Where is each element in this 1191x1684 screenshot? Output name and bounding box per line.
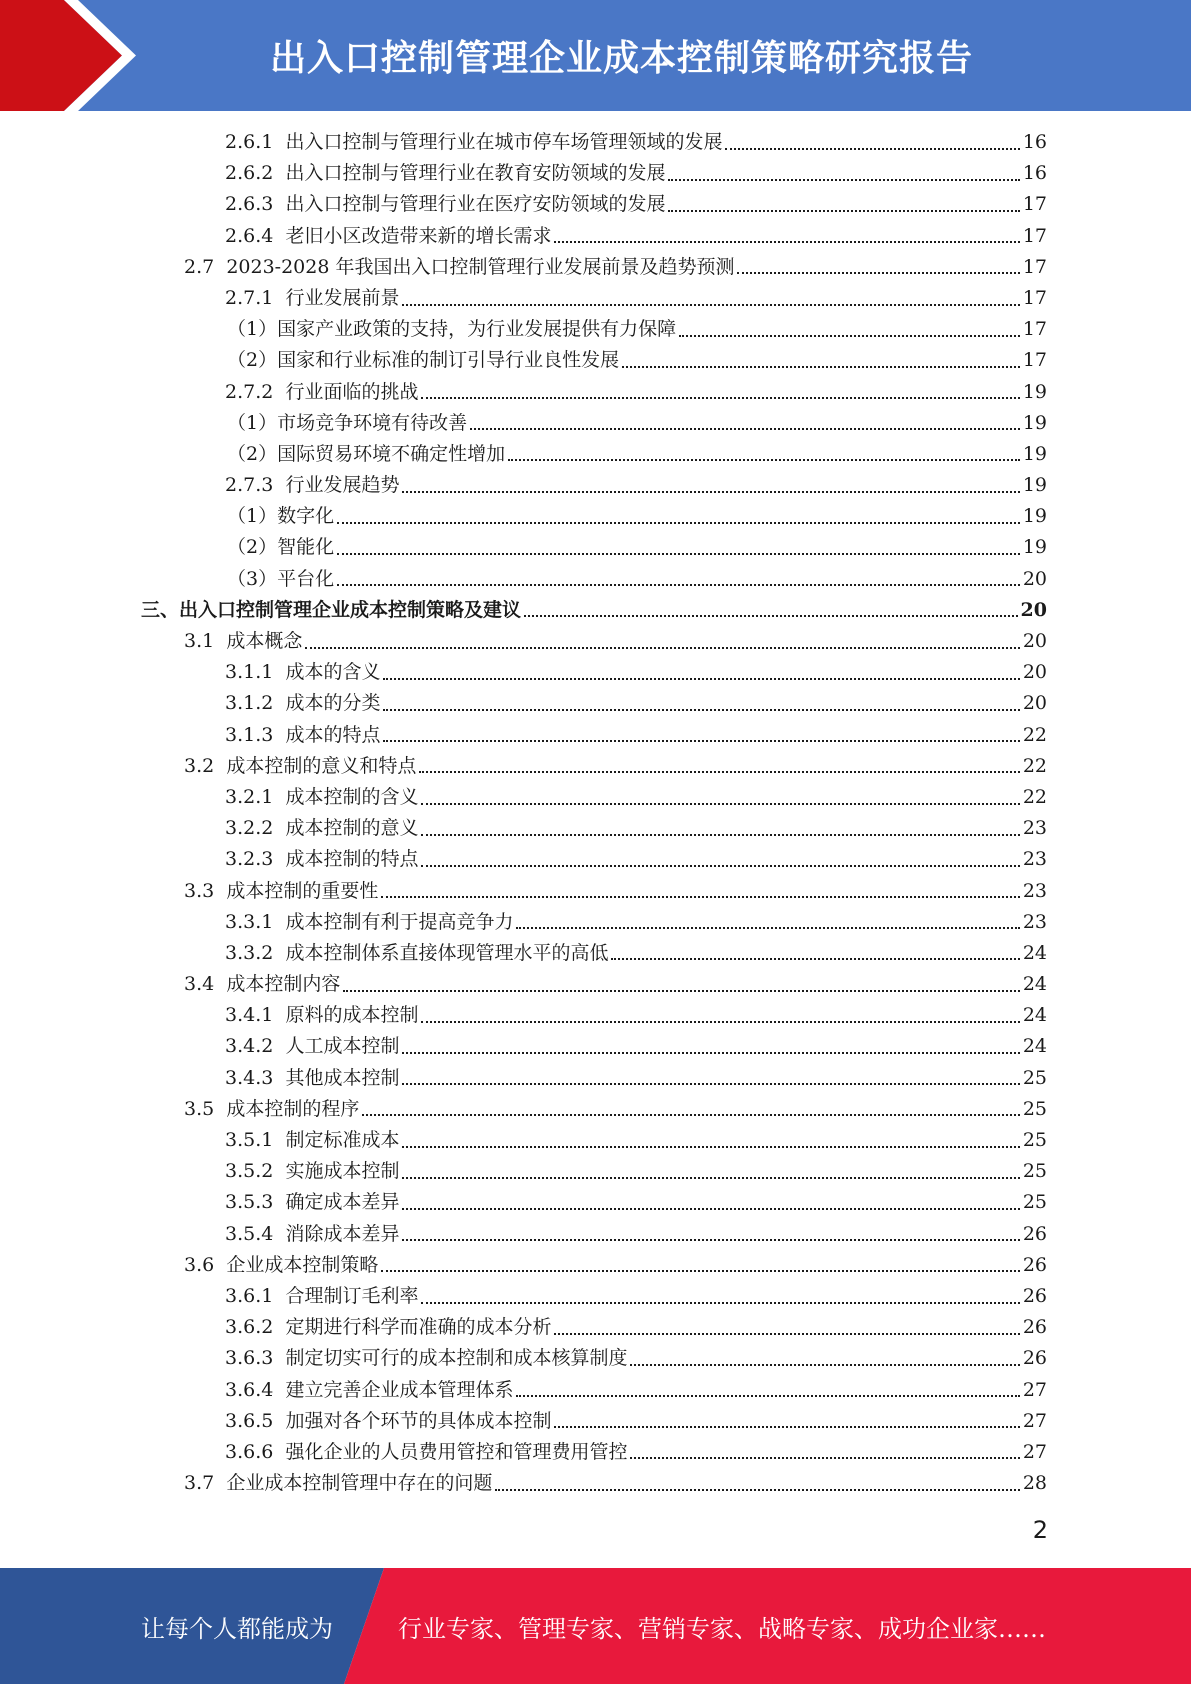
toc-entry-page: 17 bbox=[1022, 318, 1047, 341]
toc-dot-leader bbox=[381, 1266, 1019, 1272]
toc-entry-number: 2.6.1 bbox=[225, 131, 274, 153]
toc-dot-leader bbox=[421, 1017, 1019, 1023]
toc-entry[interactable] bbox=[0, 751, 1191, 782]
toc-entry-spacer bbox=[214, 876, 226, 907]
toc-entry-number: 3.2.1 bbox=[225, 785, 274, 808]
footer-slogan-right: 行业专家、管理专家、营销专家、战略专家、成功企业家…… bbox=[398, 1614, 1046, 1643]
toc-entry[interactable] bbox=[0, 1000, 1191, 1031]
toc-entry-spacer bbox=[273, 470, 285, 501]
toc-entry-page: 16 bbox=[1022, 162, 1047, 185]
toc-entry-label: 智能化 bbox=[277, 536, 335, 559]
toc-entry-page: 17 bbox=[1022, 224, 1047, 247]
toc-entry[interactable] bbox=[0, 127, 1191, 158]
toc-entry-spacer bbox=[273, 283, 285, 314]
toc-entry-label: 企业成本控制策略 bbox=[226, 1253, 379, 1276]
toc-dot-leader bbox=[725, 144, 1019, 150]
toc-entry[interactable] bbox=[0, 189, 1191, 220]
toc-dot-leader bbox=[362, 1110, 1019, 1116]
toc-dot-leader bbox=[495, 1485, 1019, 1491]
toc-entry[interactable] bbox=[0, 626, 1191, 657]
toc-dot-leader bbox=[343, 986, 1019, 992]
toc-entry-page: 22 bbox=[1022, 754, 1047, 777]
toc-entry-page: 26 bbox=[1022, 1253, 1047, 1276]
toc-entry-page: 27 bbox=[1022, 1409, 1047, 1432]
toc-dot-leader bbox=[402, 1142, 1019, 1148]
toc-entry-spacer bbox=[273, 813, 285, 844]
toc-dot-leader bbox=[421, 799, 1019, 805]
toc-entry-number: 3.1.1 bbox=[225, 661, 274, 684]
toc-entry-label: 成本的含义 bbox=[285, 661, 381, 684]
toc-entry-page: 20 bbox=[1022, 567, 1047, 590]
toc-entry-number: 三、 bbox=[141, 598, 180, 621]
toc-entry-label: 国际贸易环境不确定性增加 bbox=[277, 442, 506, 465]
report-header bbox=[0, 0, 1191, 111]
toc-entry-number: （1） bbox=[227, 411, 278, 434]
toc-entry-page: 20 bbox=[1022, 661, 1047, 684]
toc-dot-leader bbox=[611, 954, 1019, 960]
toc-entry-label: 成本的特点 bbox=[285, 723, 381, 746]
toc-entry-number: 2.6.2 bbox=[225, 162, 274, 185]
toc-entry-page: 26 bbox=[1022, 1284, 1047, 1307]
toc-entry-label: 消除成本差异 bbox=[285, 1222, 400, 1245]
toc-entry[interactable] bbox=[0, 1250, 1191, 1281]
toc-dot-leader bbox=[402, 300, 1019, 306]
toc-entry-spacer bbox=[214, 1468, 226, 1499]
toc-entry-label: 人工成本控制 bbox=[285, 1035, 400, 1058]
toc-dot-leader bbox=[554, 237, 1019, 243]
toc-entry-page: 16 bbox=[1022, 131, 1047, 153]
toc-entry[interactable] bbox=[0, 252, 1191, 283]
toc-dot-leader bbox=[668, 175, 1019, 181]
toc-entry-label: 出入口控制与管理行业在医疗安防领域的发展 bbox=[285, 193, 666, 216]
toc-entry[interactable] bbox=[0, 1468, 1191, 1499]
toc-entry[interactable] bbox=[0, 158, 1191, 189]
toc-entry[interactable] bbox=[0, 782, 1191, 813]
toc-dot-leader bbox=[402, 1204, 1019, 1210]
toc-entry-label: 制定标准成本 bbox=[285, 1129, 400, 1151]
toc-entry-page: 27 bbox=[1022, 1378, 1047, 1401]
toc-entry-number: 2.6.4 bbox=[225, 224, 274, 247]
toc-entry-spacer bbox=[273, 1219, 285, 1250]
toc-entry-spacer bbox=[273, 1156, 285, 1187]
toc-dot-leader bbox=[554, 1329, 1019, 1335]
toc-entry-number: 3.4 bbox=[184, 973, 215, 996]
toc-entry-spacer bbox=[273, 782, 285, 813]
toc-entry-spacer bbox=[214, 1094, 226, 1125]
toc-entry[interactable] bbox=[0, 595, 1191, 626]
toc-entry-number: 3.1 bbox=[184, 630, 215, 652]
toc-entry-number: 3.6.1 bbox=[225, 1284, 274, 1307]
toc-entry[interactable] bbox=[0, 377, 1191, 408]
toc-entry-number: 3.4.3 bbox=[225, 1066, 274, 1089]
toc-entry-number: 3.6 bbox=[184, 1253, 215, 1276]
toc-entry[interactable] bbox=[0, 1219, 1191, 1250]
toc-dot-leader bbox=[516, 1391, 1019, 1397]
toc-entry-page: 27 bbox=[1022, 1440, 1047, 1463]
toc-entry[interactable] bbox=[0, 688, 1191, 719]
toc-entry-page: 25 bbox=[1022, 1066, 1047, 1089]
toc-entry-number: 2.6.3 bbox=[225, 193, 274, 216]
toc-entry-number: 3.4.1 bbox=[225, 1004, 274, 1027]
toc-entry-spacer bbox=[273, 688, 285, 719]
toc-dot-leader bbox=[305, 643, 1019, 649]
toc-entry[interactable] bbox=[0, 408, 1191, 439]
toc-dot-leader bbox=[337, 580, 1020, 586]
toc-entry-page: 23 bbox=[1022, 910, 1047, 933]
toc-entry-label: 建立完善企业成本管理体系 bbox=[285, 1378, 514, 1401]
toc-entry-number: 2.7 bbox=[184, 255, 215, 278]
toc-entry-page: 26 bbox=[1022, 1222, 1047, 1245]
toc-dot-leader bbox=[337, 549, 1020, 555]
toc-entry-page: 28 bbox=[1022, 1472, 1047, 1495]
toc-entry[interactable] bbox=[0, 720, 1191, 751]
toc-entry-page: 22 bbox=[1022, 723, 1047, 746]
toc-entry-label: 强化企业的人员费用管控和管理费用管控 bbox=[285, 1440, 628, 1463]
toc-entry-spacer bbox=[214, 626, 226, 657]
toc-entry-number: 2.7.3 bbox=[225, 474, 274, 497]
toc-entry-page: 24 bbox=[1022, 1004, 1047, 1027]
toc-entry-spacer bbox=[273, 1281, 285, 1312]
toc-entry[interactable] bbox=[0, 657, 1191, 688]
toc-dot-leader bbox=[421, 1298, 1019, 1304]
toc-entry-page: 19 bbox=[1022, 505, 1047, 528]
toc-dot-leader bbox=[737, 268, 1019, 274]
toc-entry-label: 行业发展趋势 bbox=[285, 474, 400, 497]
toc-entry-spacer bbox=[273, 907, 285, 938]
toc-entry-label: 市场竞争环境有待改善 bbox=[277, 411, 468, 434]
toc-entry-page: 17 bbox=[1022, 255, 1047, 278]
toc-entry-page: 23 bbox=[1022, 817, 1047, 840]
toc-entry-number: 3.4.2 bbox=[225, 1035, 274, 1058]
toc-entry[interactable] bbox=[0, 813, 1191, 844]
toc-dot-leader bbox=[383, 736, 1019, 742]
toc-entry-label: 成本控制内容 bbox=[226, 973, 341, 996]
toc-entry-number: 3.3 bbox=[184, 879, 215, 902]
toc-entry[interactable] bbox=[0, 564, 1191, 595]
toc-entry-number: 3.1.3 bbox=[225, 723, 274, 746]
toc-entry-label: 成本概念 bbox=[226, 630, 303, 652]
toc-entry[interactable] bbox=[0, 1156, 1191, 1187]
toc-entry-number: （1） bbox=[227, 505, 278, 528]
toc-entry-spacer bbox=[273, 127, 285, 158]
toc-entry-page: 25 bbox=[1022, 1191, 1047, 1214]
toc-entry-number: 3.6.4 bbox=[225, 1378, 274, 1401]
toc-entry-label: 制定切实可行的成本控制和成本核算制度 bbox=[285, 1347, 628, 1370]
toc-entry-spacer bbox=[273, 938, 285, 969]
toc-entry-spacer bbox=[273, 1063, 285, 1094]
toc-entry[interactable] bbox=[0, 876, 1191, 907]
toc-entry-spacer bbox=[273, 221, 285, 252]
toc-entry-number: 3.3.1 bbox=[225, 910, 274, 933]
toc-entry-spacer bbox=[273, 1312, 285, 1343]
toc-entry[interactable] bbox=[0, 532, 1191, 563]
toc-entry-label: 成本的分类 bbox=[285, 692, 381, 715]
toc-entry-spacer bbox=[273, 377, 285, 408]
toc-entry-number: 3.7 bbox=[184, 1472, 215, 1495]
toc-entry-label: 确定成本差异 bbox=[285, 1191, 400, 1214]
toc-entry-label: 定期进行科学而准确的成本分析 bbox=[285, 1316, 552, 1339]
toc-entry-spacer bbox=[273, 1125, 285, 1156]
toc-entry[interactable] bbox=[0, 1343, 1191, 1374]
toc-dot-leader bbox=[630, 1453, 1019, 1459]
toc-entry-page: 17 bbox=[1022, 286, 1047, 309]
toc-entry-label: 数字化 bbox=[277, 505, 335, 528]
toc-entry[interactable] bbox=[0, 439, 1191, 470]
toc-entry-number: 2.7.2 bbox=[225, 380, 274, 403]
toc-entry[interactable] bbox=[0, 314, 1191, 345]
toc-dot-leader bbox=[419, 767, 1019, 773]
toc-entry-number: 3.5.1 bbox=[225, 1129, 274, 1151]
toc-entry[interactable] bbox=[0, 1281, 1191, 1312]
toc-entry-label: 成本控制有利于提高竞争力 bbox=[285, 910, 514, 933]
toc-dot-leader bbox=[630, 1360, 1019, 1366]
toc-dot-leader bbox=[524, 611, 1018, 617]
toc-dot-leader bbox=[508, 455, 1020, 461]
toc-entry[interactable] bbox=[0, 470, 1191, 501]
toc-entry[interactable] bbox=[0, 1375, 1191, 1406]
toc-entry-label: 行业发展前景 bbox=[285, 286, 400, 309]
toc-entry-spacer bbox=[214, 1250, 226, 1281]
toc-entry-page: 22 bbox=[1022, 785, 1047, 808]
toc-entry-spacer bbox=[273, 1343, 285, 1374]
toc-entry-page: 24 bbox=[1022, 973, 1047, 996]
toc-entry-number: 3.6.3 bbox=[225, 1347, 274, 1370]
toc-entry-number: 3.6.6 bbox=[225, 1440, 274, 1463]
toc-entry-number: 2.7.1 bbox=[225, 286, 274, 309]
toc-entry[interactable] bbox=[0, 969, 1191, 1000]
toc-entry[interactable] bbox=[0, 844, 1191, 875]
toc-entry-label: 2023-2028 年我国出入口控制管理行业发展前景及趋势预测 bbox=[226, 255, 735, 278]
toc-entry-label: 出入口控制与管理行业在城市停车场管理领域的发展 bbox=[285, 131, 723, 153]
toc-entry-page: 17 bbox=[1022, 193, 1047, 216]
toc-entry-number: 3.5.3 bbox=[225, 1191, 274, 1214]
toc-entry-number: 3.5.2 bbox=[225, 1160, 274, 1183]
toc-dot-leader bbox=[668, 206, 1019, 212]
toc-entry-label: 老旧小区改造带来新的增长需求 bbox=[285, 224, 552, 247]
toc-entry-label: 国家产业政策的支持，为行业发展提供有力保障 bbox=[277, 318, 677, 341]
toc-entry[interactable] bbox=[0, 283, 1191, 314]
toc-dot-leader bbox=[402, 1048, 1019, 1054]
toc-entry-label: 出入口控制管理企业成本控制策略及建议 bbox=[179, 598, 522, 621]
toc-dot-leader bbox=[679, 331, 1020, 337]
toc-entry-page: 20 bbox=[1020, 598, 1047, 621]
toc-entry-page: 20 bbox=[1022, 630, 1047, 652]
toc-entry[interactable] bbox=[0, 1094, 1191, 1125]
toc-entry-label: 平台化 bbox=[277, 567, 335, 590]
toc-entry-label: 实施成本控制 bbox=[285, 1160, 400, 1183]
toc-entry-page: 19 bbox=[1022, 536, 1047, 559]
toc-entry-page: 25 bbox=[1022, 1160, 1047, 1183]
toc-entry[interactable] bbox=[0, 501, 1191, 532]
toc-entry-spacer bbox=[273, 1406, 285, 1437]
toc-dot-leader bbox=[421, 830, 1019, 836]
toc-entry-page: 26 bbox=[1022, 1347, 1047, 1370]
toc-dot-leader bbox=[470, 424, 1020, 430]
toc-dot-leader bbox=[381, 892, 1019, 898]
toc-entry-page: 19 bbox=[1022, 380, 1047, 403]
toc-entry-label: 加强对各个环节的具体成本控制 bbox=[285, 1409, 552, 1432]
toc-entry[interactable] bbox=[0, 1312, 1191, 1343]
toc-entry-number: 3.6.5 bbox=[225, 1409, 274, 1432]
toc-entry-label: 原料的成本控制 bbox=[285, 1004, 419, 1027]
toc-entry-number: （2） bbox=[227, 536, 278, 559]
toc-entry[interactable] bbox=[0, 345, 1191, 376]
toc-entry-spacer bbox=[273, 720, 285, 751]
toc-entry-label: 企业成本控制管理中存在的问题 bbox=[226, 1472, 493, 1495]
report-title: 出入口控制管理企业成本控制策略研究报告 bbox=[270, 38, 974, 79]
toc-entry-number: 3.2.2 bbox=[225, 817, 274, 840]
toc-entry[interactable] bbox=[0, 1187, 1191, 1218]
toc-entry-number: 3.5.4 bbox=[225, 1222, 274, 1245]
toc-entry-page: 17 bbox=[1022, 349, 1047, 372]
toc-entry-label: 成本控制的意义和特点 bbox=[226, 754, 417, 777]
toc-entry-number: （1） bbox=[227, 318, 278, 341]
toc-entry-spacer bbox=[273, 158, 285, 189]
toc-entry-page: 25 bbox=[1022, 1129, 1047, 1151]
toc-entry-number: 3.2.3 bbox=[225, 848, 274, 871]
toc-entry-number: 3.6.2 bbox=[225, 1316, 274, 1339]
toc-entry-page: 23 bbox=[1022, 848, 1047, 871]
toc-entry-spacer bbox=[214, 969, 226, 1000]
toc-dot-leader bbox=[402, 1235, 1019, 1241]
toc-dot-leader bbox=[402, 1173, 1019, 1179]
toc-entry-spacer bbox=[273, 1375, 285, 1406]
toc-entry-page: 19 bbox=[1022, 442, 1047, 465]
toc-dot-leader bbox=[337, 518, 1020, 524]
toc-entry-label: 行业面临的挑战 bbox=[285, 380, 419, 403]
toc-entry[interactable] bbox=[0, 1437, 1191, 1468]
toc-entry-label: 出入口控制与管理行业在教育安防领域的发展 bbox=[285, 162, 666, 185]
toc-entry[interactable] bbox=[0, 1406, 1191, 1437]
toc-entry-spacer bbox=[273, 844, 285, 875]
report-footer bbox=[0, 1568, 1191, 1684]
toc-entry-number: 3.5 bbox=[184, 1097, 215, 1120]
toc-entry[interactable] bbox=[0, 938, 1191, 969]
toc-entry-label: 国家和行业标准的制订引导行业良性发展 bbox=[277, 349, 620, 372]
toc-entry-page: 25 bbox=[1022, 1097, 1047, 1120]
toc-dot-leader bbox=[554, 1422, 1019, 1428]
toc-entry-label: 合理制订毛利率 bbox=[285, 1284, 419, 1307]
toc-entry-number: 3.1.2 bbox=[225, 692, 274, 715]
toc-entry-number: 3.3.2 bbox=[225, 941, 274, 964]
toc-entry-label: 成本控制体系直接体现管理水平的高低 bbox=[285, 941, 609, 964]
toc-entry-label: 成本控制的重要性 bbox=[226, 879, 379, 902]
table-of-contents bbox=[0, 127, 1191, 1499]
toc-entry-page: 23 bbox=[1022, 879, 1047, 902]
toc-entry-page: 24 bbox=[1022, 941, 1047, 964]
toc-entry-label: 成本控制的特点 bbox=[285, 848, 419, 871]
toc-entry-label: 成本控制的程序 bbox=[226, 1097, 360, 1120]
toc-entry-spacer bbox=[214, 252, 226, 283]
toc-entry-spacer bbox=[273, 1031, 285, 1062]
toc-entry-page: 24 bbox=[1022, 1035, 1047, 1058]
toc-entry-spacer bbox=[214, 751, 226, 782]
toc-entry[interactable] bbox=[0, 907, 1191, 938]
toc-entry[interactable] bbox=[0, 1031, 1191, 1062]
toc-entry-page: 19 bbox=[1022, 474, 1047, 497]
toc-entry-number: 3.2 bbox=[184, 754, 215, 777]
toc-dot-leader bbox=[516, 923, 1019, 929]
footer-slogan-left: 让每个人都能成为 bbox=[141, 1614, 333, 1643]
toc-dot-leader bbox=[383, 705, 1019, 711]
toc-entry-spacer bbox=[273, 1187, 285, 1218]
toc-entry-spacer bbox=[273, 657, 285, 688]
toc-entry-page: 19 bbox=[1022, 411, 1047, 434]
toc-dot-leader bbox=[421, 393, 1019, 399]
toc-dot-leader bbox=[402, 1079, 1019, 1085]
toc-entry-spacer bbox=[273, 1437, 285, 1468]
toc-dot-leader bbox=[402, 487, 1019, 493]
toc-entry-number: （2） bbox=[227, 442, 278, 465]
toc-dot-leader bbox=[383, 674, 1019, 680]
toc-entry[interactable] bbox=[0, 1063, 1191, 1094]
page-number: 2 bbox=[1032, 1516, 1048, 1544]
toc-entry[interactable] bbox=[0, 221, 1191, 252]
toc-entry-label: 成本控制的含义 bbox=[285, 785, 419, 808]
toc-entry-page: 26 bbox=[1022, 1316, 1047, 1339]
toc-entry-spacer bbox=[273, 189, 285, 220]
toc-entry[interactable] bbox=[0, 1125, 1191, 1156]
toc-entry-number: （2） bbox=[227, 349, 278, 372]
toc-entry-label: 其他成本控制 bbox=[285, 1066, 400, 1089]
toc-entry-number: （3） bbox=[227, 567, 278, 590]
toc-entry-label: 成本控制的意义 bbox=[285, 817, 419, 840]
toc-entry-page: 20 bbox=[1022, 692, 1047, 715]
toc-dot-leader bbox=[421, 861, 1019, 867]
toc-dot-leader bbox=[622, 362, 1020, 368]
toc-entry-spacer bbox=[273, 1000, 285, 1031]
